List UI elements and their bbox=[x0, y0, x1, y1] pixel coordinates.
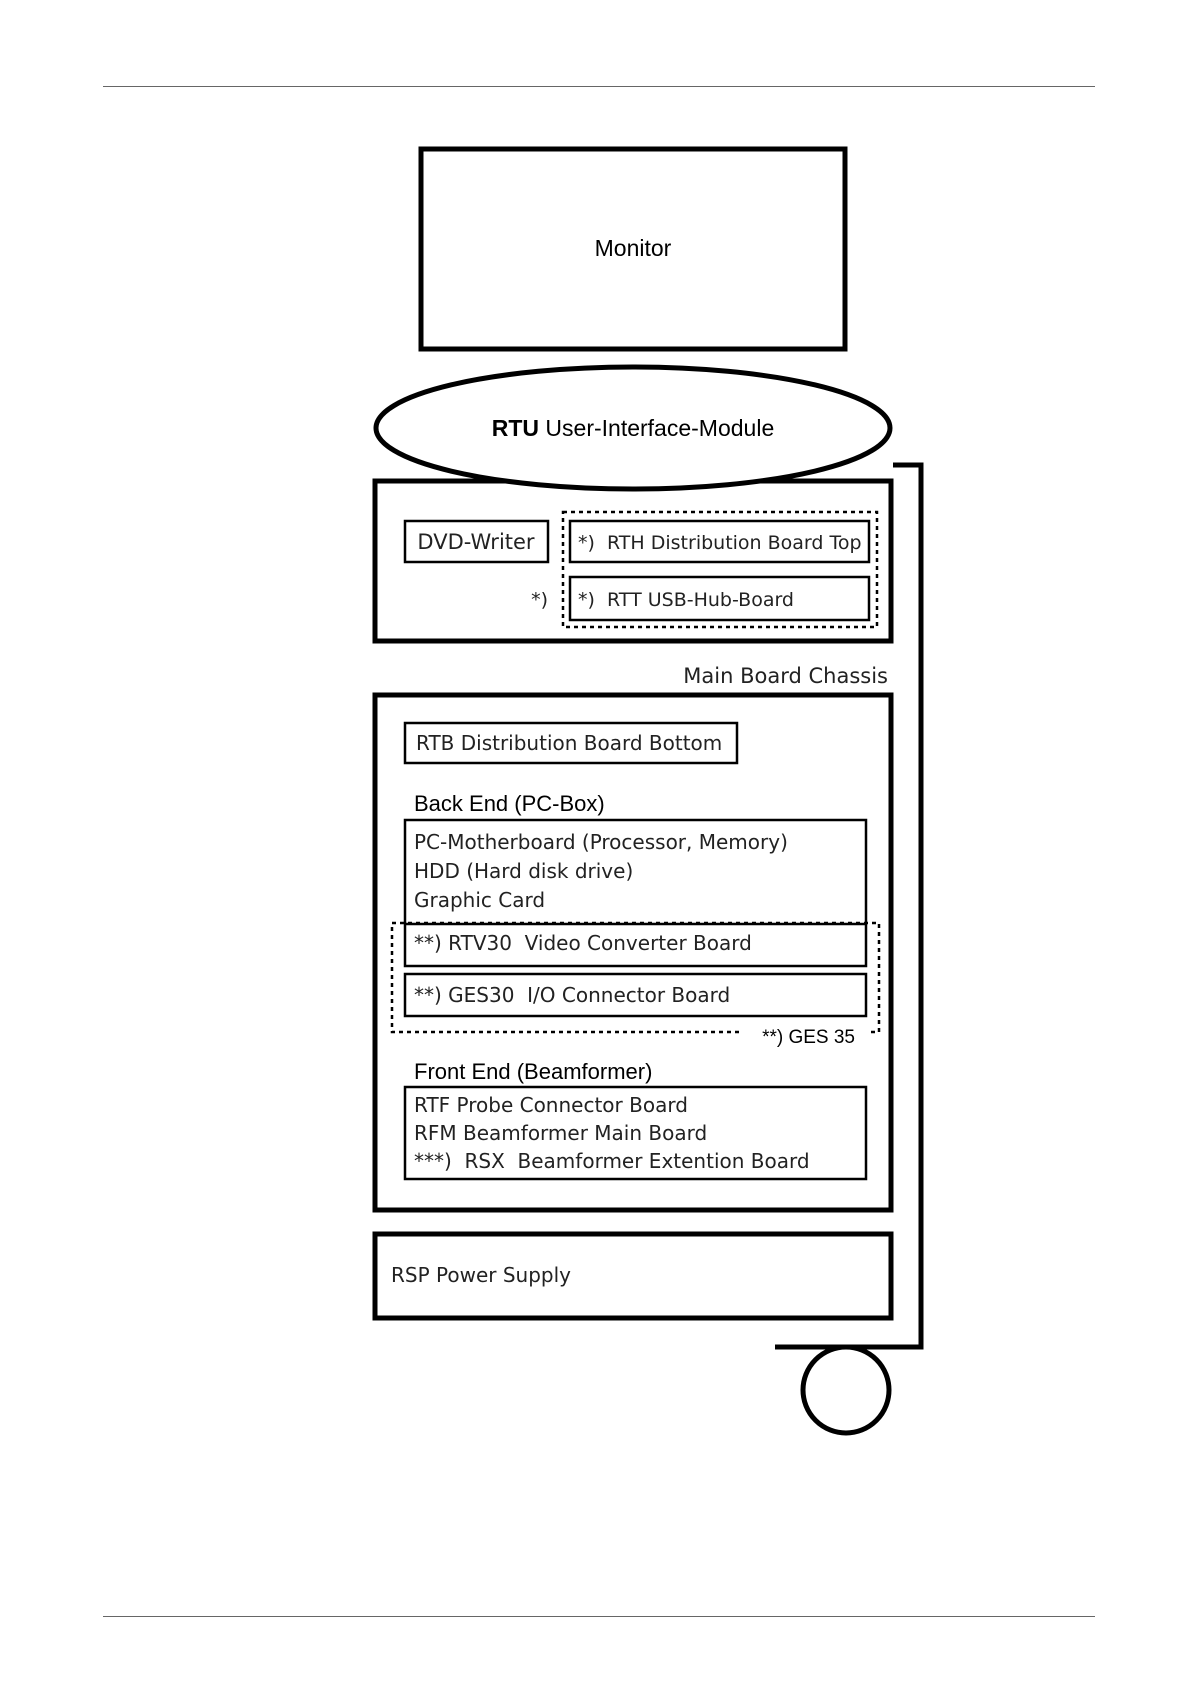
rth-board-label: *) RTH Distribution Board Top bbox=[578, 532, 862, 554]
back-end-line-3: Graphic Card bbox=[414, 888, 546, 912]
ges30-board-label: **) GES30 I/O Connector Board bbox=[414, 983, 731, 1007]
monitor-label: Monitor bbox=[594, 235, 672, 261]
rtu-prefix: RTU bbox=[491, 415, 540, 441]
power-supply-label: RSP Power Supply bbox=[391, 1263, 571, 1287]
ges35-label: **) GES 35 bbox=[762, 1027, 855, 1048]
rtv-board-label: **) RTV30 Video Converter Board bbox=[414, 931, 752, 955]
back-end-heading: Back End (PC-Box) bbox=[414, 791, 605, 816]
front-end-line-1: RTF Probe Connector Board bbox=[414, 1093, 688, 1117]
dvd-writer-label: DVD-Writer bbox=[417, 530, 535, 554]
rtt-board-label: *) RTT USB-Hub-Board bbox=[578, 589, 794, 611]
back-end-line-1: PC-Motherboard (Processor, Memory) bbox=[414, 830, 788, 854]
back-end-line-2: HDD (Hard disk drive) bbox=[414, 859, 634, 883]
front-end-line-3: ***) RSX Beamformer Extention Board bbox=[414, 1149, 810, 1173]
front-end-heading: Front End (Beamformer) bbox=[414, 1059, 653, 1084]
rtu-label: User-Interface-Module bbox=[545, 415, 775, 441]
rtb-board-label: RTB Distribution Board Bottom bbox=[416, 731, 723, 755]
user-interface-label bbox=[492, 415, 774, 441]
main-board-chassis-label: Main Board Chassis bbox=[683, 664, 888, 688]
front-end-line-2: RFM Beamformer Main Board bbox=[414, 1121, 708, 1145]
cart-wheel bbox=[803, 1347, 889, 1433]
optional-footnote-marker: *) bbox=[531, 589, 548, 611]
